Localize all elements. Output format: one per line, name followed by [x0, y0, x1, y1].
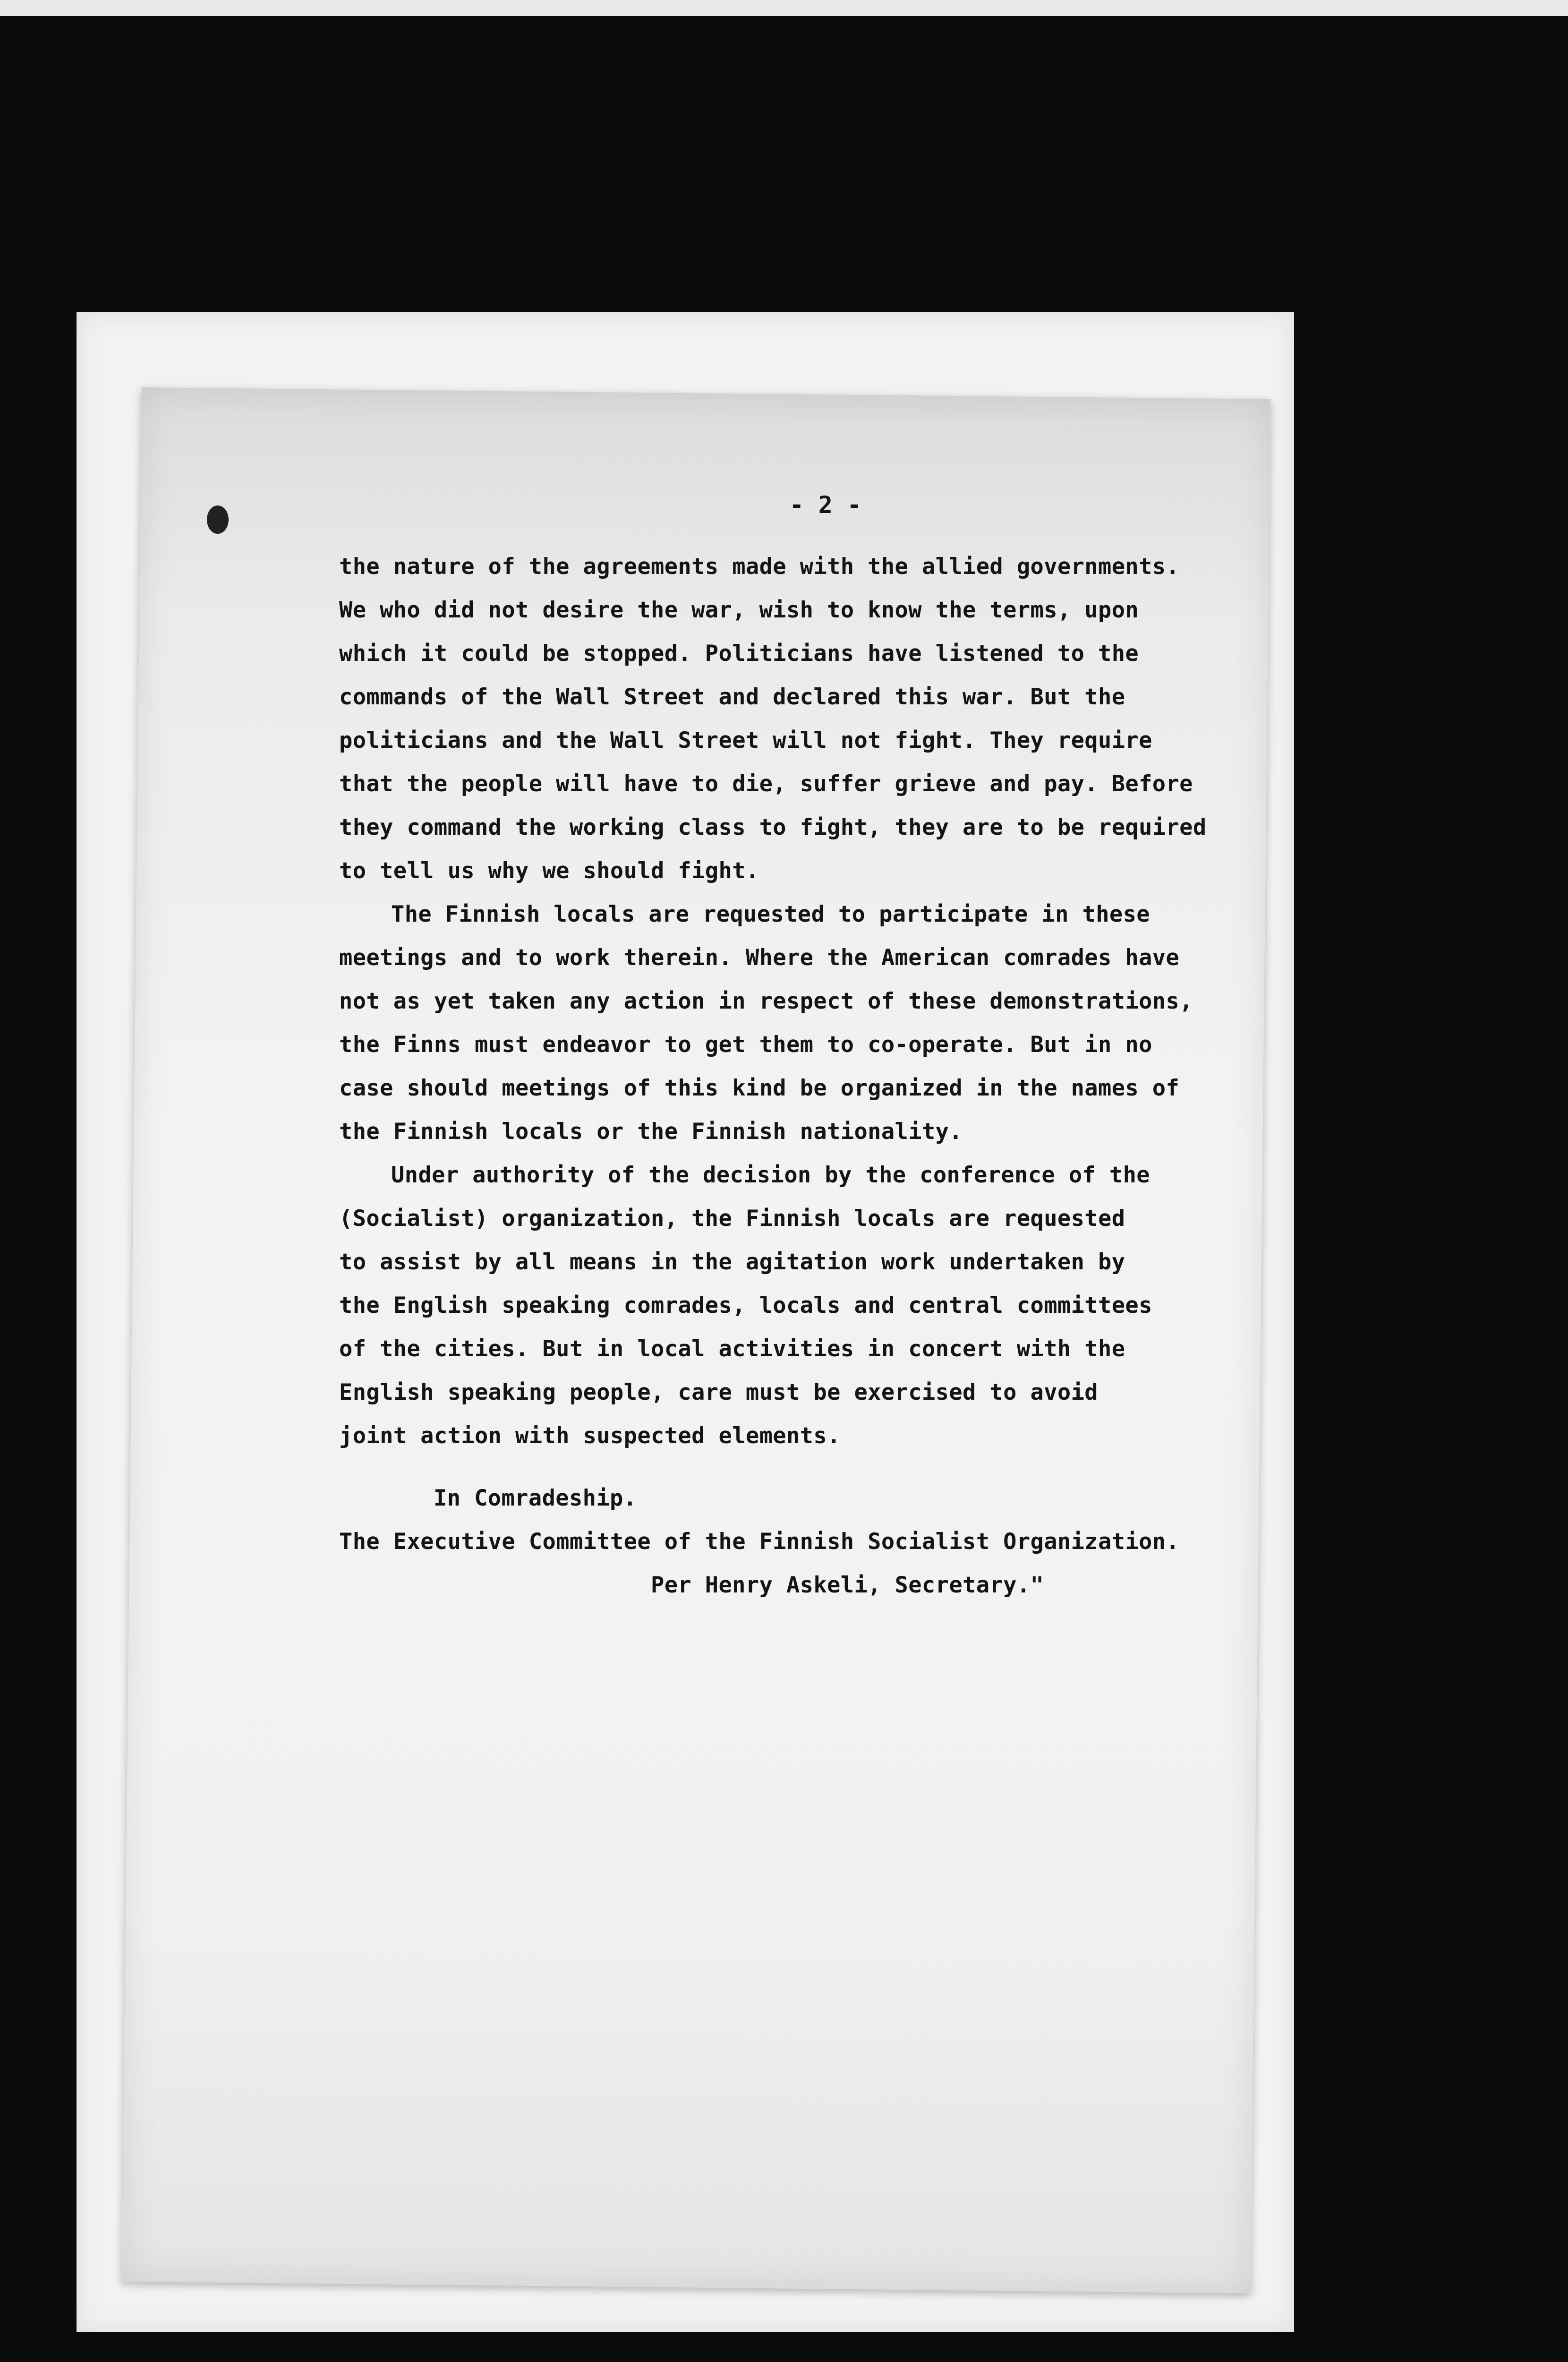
text-line: they command the working class to fight, they are to be required — [339, 814, 1207, 840]
text-line: Under authority of the decision by the conference of the — [391, 1162, 1150, 1188]
text-line: of the cities. But in local activities in concert with the — [339, 1336, 1125, 1362]
punch-hole — [207, 505, 229, 534]
text-line: to assist by all means in the agitation work undertaken by — [339, 1249, 1125, 1275]
text-line: English speaking people, care must be exercised to avoid — [339, 1379, 1098, 1405]
closing-block — [339, 1477, 1236, 1607]
text-line: The Finnish locals are requested to participate in these — [391, 901, 1150, 927]
text-line: (Socialist) organization, the Finnish locals are requested — [339, 1206, 1125, 1232]
body-text — [339, 545, 1236, 1458]
page-number: - 2 - — [789, 491, 862, 519]
document-body — [339, 491, 1236, 1607]
organization-name: The Executive Committee of the Finnish Socialist Organization. — [339, 1529, 1180, 1555]
text-line: joint action with suspected elements. — [339, 1423, 841, 1449]
text-line: which it could be stopped. Politicians have listened to the — [339, 641, 1139, 667]
film-edge — [0, 0, 1568, 16]
text-line: the Finnish locals or the Finnish nationality. — [339, 1119, 963, 1145]
text-line: politicians and the Wall Street will not fight. They require — [339, 727, 1152, 753]
text-line: the English speaking comrades, locals and central committees — [339, 1292, 1152, 1318]
text-line: We who did not desire the war, wish to know the terms, upon — [339, 597, 1139, 623]
text-line: the nature of the agreements made with the allied governments. — [339, 554, 1180, 580]
salutation: In Comradeship. — [434, 1485, 637, 1511]
text-line: case should meetings of this kind be organized in the names of — [339, 1075, 1180, 1101]
text-line: meetings and to work therein. Where the American comrades have — [339, 945, 1180, 971]
text-line: the Finns must endeavor to get them to co-operate. But in no — [339, 1032, 1152, 1058]
text-line: to tell us why we should fight. — [339, 858, 759, 884]
text-line: not as yet taken any action in respect of these demonstrations, — [339, 988, 1193, 1014]
text-line: that the people will have to die, suffer grieve and pay. Before — [339, 771, 1193, 797]
text-line: commands of the Wall Street and declared this war. But the — [339, 684, 1125, 710]
signature-line: Per Henry Askeli, Secretary." — [651, 1572, 1044, 1598]
